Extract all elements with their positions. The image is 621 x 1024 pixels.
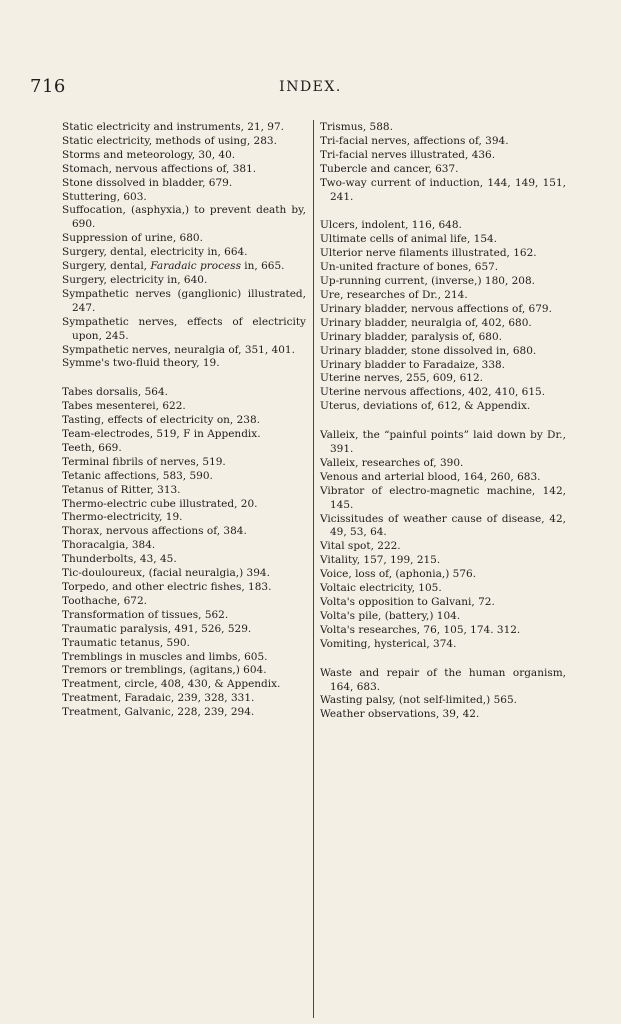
index-entry: Thoracalgia, 384. <box>62 539 156 552</box>
index-section-gap <box>62 371 306 386</box>
index-entry: Stone dissolved in bladder, 679. <box>62 176 233 189</box>
running-head: INDEX. <box>279 79 342 95</box>
index-entry: Un-united fracture of bones, 657. <box>320 261 499 274</box>
index-entry: Sympathetic nerves (ganglionic) illustrated, 247. <box>62 287 306 314</box>
index-entry: Waste and repair of the human organism, 164, 683. <box>320 666 566 693</box>
index-entry: Thunderbolts, 43, 45. <box>62 553 177 566</box>
index-entry: Tabes dorsalis, 564. <box>62 386 168 399</box>
index-entry: Suffocation, (asphyxia,) to prevent death by, 690. <box>62 204 306 231</box>
index-entry: Uterine nervous affections, 402, 410, 615. <box>320 386 546 399</box>
index-entry: Tabes mesenterei, 622. <box>62 400 186 413</box>
index-entry: Suppression of urine, 680. <box>62 232 203 245</box>
index-entry: Tri-facial nerves, affections of, 394. <box>320 134 509 147</box>
index-entry: Traumatic paralysis, 491, 526, 529. <box>62 622 252 635</box>
index-entry: Surgery, dental, electricity in, 664. <box>62 246 248 259</box>
index-entry: Tic-douloureux, (facial neuralgia,) 394. <box>62 567 270 580</box>
index-entry: Static electricity, methods of using, 283. <box>62 134 277 147</box>
index-entry: Static electricity and instruments, 21, 97. <box>62 121 285 133</box>
index-column-right <box>320 121 566 722</box>
index-entry: Up-running current, (inverse,) 180, 208. <box>320 275 536 288</box>
index-section-gap <box>320 652 566 667</box>
index-entry: Urinary bladder, nervous affections of, 679. <box>320 302 552 315</box>
index-entry <box>62 260 306 274</box>
index-entry: Urinary bladder, paralysis of, 680. <box>320 330 502 343</box>
index-entry: Teeth, 669. <box>62 441 122 454</box>
index-entry: Volta's pile, (battery,) 104. <box>320 609 461 622</box>
index-entry: Terminal fibrils of nerves, 519. <box>62 455 226 468</box>
index-entry: Tremblings in muscles and limbs, 605. <box>62 650 268 663</box>
index-entry: Vital spot, 222. <box>320 540 401 553</box>
index-entry: Vomiting, hysterical, 374. <box>320 637 457 650</box>
index-entry: Tri-facial nerves illustrated, 436. <box>320 148 496 161</box>
index-entry: Surgery, electricity in, 640. <box>62 273 208 286</box>
index-entry: Treatment, Galvanic, 228, 239, 294. <box>62 706 255 719</box>
index-entry: Urinary bladder, stone dissolved in, 680. <box>320 344 537 357</box>
index-entry: Team-electrodes, 519, F in Appendix. <box>62 428 261 441</box>
index-entry-text: Surgery, dental, <box>62 260 151 273</box>
index-entry: Sympathetic nerves, effects of electricity upon, 245. <box>62 315 306 342</box>
index-entry: Traumatic tetanus, 590. <box>62 636 190 649</box>
index-entry: Uterus, deviations of, 612, & Appendix. <box>320 400 531 413</box>
index-entry: Symme's two-fluid theory, 19. <box>62 357 220 370</box>
index-entry: Volta's researches, 76, 105, 174. 312. <box>320 623 521 636</box>
index-entry: Ulcers, indolent, 116, 648. <box>320 219 462 232</box>
index-entry-text: in, 665. <box>240 260 285 273</box>
index-entry: Ultimate cells of animal life, 154. <box>320 233 498 246</box>
index-entry: Two-way current of induction, 144, 149, 151, 241. <box>320 176 566 203</box>
index-entry: Urinary bladder, neuralgia of, 402, 680. <box>320 316 532 329</box>
index-entry: Tetanic affections, 583, 590. <box>62 469 213 482</box>
index-entry: Vicissitudes of weather cause of disease, 42, 49, 53, 64. <box>320 512 566 539</box>
index-entry: Treatment, circle, 408, 430, & Appendix. <box>62 678 281 691</box>
index-entry: Urinary bladder to Faradaize, 338. <box>320 358 506 371</box>
index-section-gap <box>320 204 566 219</box>
index-entry: Transformation of tissues, 562. <box>62 608 229 621</box>
page-number: 716 <box>30 76 66 97</box>
index-entry: Toothache, 672. <box>62 594 147 607</box>
index-entry: Valleix, researches of, 390. <box>320 456 464 469</box>
index-entry: Voice, loss of, (aphonia,) 576. <box>320 568 477 581</box>
index-section-gap <box>320 414 566 429</box>
index-entry: Tasting, effects of electricity on, 238. <box>62 414 260 427</box>
index-column-left <box>62 121 306 720</box>
index-entry: Thermo-electric cube illustrated, 20. <box>62 497 258 510</box>
index-entry: Volta's opposition to Galvani, 72. <box>320 596 495 608</box>
index-entry: Ulterior nerve filaments illustrated, 162. <box>320 247 537 260</box>
index-entry: Tetanus of Ritter, 313. <box>62 483 181 496</box>
index-entry: Torpedo, and other electric fishes, 183. <box>62 581 272 593</box>
index-entry: Thorax, nervous affections of, 384. <box>62 525 247 538</box>
index-entry: Tubercle and cancer, 637. <box>320 162 459 175</box>
index-entry: Vibrator of electro-magnetic machine, 142, 145. <box>320 484 566 511</box>
index-entry: Uterine nerves, 255, 609, 612. <box>320 372 483 385</box>
index-entry: Trismus, 588. <box>320 121 393 133</box>
index-entry: Wasting palsy, (not self-limited,) 565. <box>320 694 517 707</box>
index-entry: Treatment, Faradaic, 239, 328, 331. <box>62 692 255 705</box>
index-entry: Stuttering, 603. <box>62 190 147 203</box>
index-entry: Ure, researches of Dr., 214. <box>320 288 468 301</box>
index-entry: Sympathetic nerves, neuralgia of, 351, 401. <box>62 343 295 356</box>
index-entry-italic: Faradaic process <box>150 260 241 273</box>
column-divider <box>313 120 314 1018</box>
index-entry: Venous and arterial blood, 164, 260, 683. <box>320 470 541 483</box>
index-entry: Weather observations, 39, 42. <box>320 708 480 721</box>
index-entry: Vitality, 157, 199, 215. <box>320 554 441 567</box>
index-entry: Valleix, the “painful points” laid down by Dr., 391. <box>320 429 566 456</box>
index-entry: Voltaic electricity, 105. <box>320 582 442 595</box>
index-entry: Thermo-electricity, 19. <box>62 511 183 524</box>
index-entry: Storms and meteorology, 30, 40. <box>62 148 236 161</box>
index-entry: Tremors or tremblings, (agitans,) 604. <box>62 664 267 677</box>
index-entry: Stomach, nervous affections of, 381. <box>62 162 257 175</box>
